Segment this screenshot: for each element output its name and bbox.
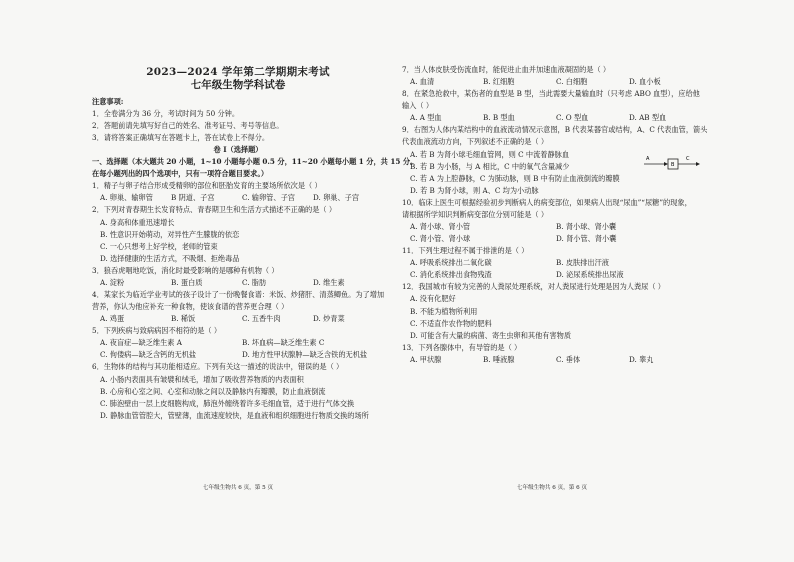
- answer-option: C. 若 A 为上腔静脉，C 为肺动脉，则 B 中有防止血液倒流的瓣膜: [410, 173, 620, 183]
- question-stem: 3．狼吞虎咽地吃饭，消化时最受影响的是哪种有机物（ ）: [92, 265, 279, 275]
- options-row: [402, 259, 702, 267]
- options-row: [92, 339, 384, 347]
- answer-option: D. AB 型血: [629, 113, 667, 123]
- answer-option: C. 佝偻病—缺乏含钙的无机盐: [100, 350, 197, 360]
- question: [92, 182, 384, 203]
- question-stem: 8．在紧急抢救中，某伤者的血型是 B 型，当此需要大量输血时（只考虑 ABO 血型），应给他: [402, 89, 700, 99]
- answer-option: B. 不能为植物所利用: [410, 306, 478, 316]
- question-stem: 代表血液流动方向，下列叙述不正确的是（ ）: [402, 137, 549, 147]
- options-row: [402, 235, 702, 243]
- answer-option: B. 若 B 为小肠，与 A 相比，C 中的氧气含量减少: [410, 161, 570, 171]
- options-row: [92, 279, 384, 287]
- answer-option: D. 地方性甲状腺肿—缺乏含铁的无机盐: [242, 350, 368, 360]
- notice-heading: 注意事项:: [92, 96, 124, 106]
- answer-option: C. 消化系统排出食物残渣: [410, 270, 492, 280]
- question: [402, 66, 702, 87]
- notice-item: 2．答题前请先填写好自己的姓名、准考证号、考号等信息。: [92, 120, 284, 130]
- answer-option: D. 维生素: [313, 277, 345, 287]
- answer-option: D. 若 B 为肾小球，则 A、C 均为小动脉: [410, 185, 539, 195]
- question-stem: 7．当人体皮肤受伤流血时，能促进止血并加速血液凝固的是（ ）: [402, 65, 611, 74]
- answer-option: C. 不适直作农作物的肥料: [410, 318, 492, 328]
- answer-option: D. 泌尿系统排出尿液: [556, 270, 624, 280]
- options-row: [402, 223, 702, 231]
- answer-option: A. 肾小球、肾小管: [410, 222, 471, 232]
- answer-option: A. 小肠内表面具有皱襞和绒毛，增加了吸收营养物质的内表面积: [100, 374, 304, 384]
- left-questions: [92, 182, 384, 420]
- options-row: [92, 351, 384, 359]
- page-footer: 七年级生物共 6 页，第 6 页: [516, 485, 588, 492]
- answer-option: C. 脂肪: [242, 277, 267, 287]
- answer-option: C. O 型血: [556, 113, 589, 123]
- answer-option: A. 鸡蛋: [100, 314, 125, 324]
- question-stem: 4．某家长为临近学业考试的孩子设计了一份晚餐食谱：米饭、炒猪肝、清蒸鲫鱼。为了增加: [92, 290, 385, 299]
- answer-option: C. 肾小管、肾小球: [410, 234, 471, 244]
- answer-option: C. 白细胞: [556, 77, 588, 87]
- answer-option: D. 选择健康的生活方式，不吸烟、拒绝毒品: [100, 253, 240, 263]
- answer-option: D. 卵巢、子宫: [313, 193, 360, 203]
- options-row: [402, 356, 702, 364]
- question: [402, 199, 702, 244]
- question-stem: 13．下列各腺体中，有导管的是（ ）: [402, 342, 522, 352]
- answer-option: C. 垂体: [556, 354, 581, 364]
- answer-option: A. 夜盲症—缺乏维生素 A: [100, 338, 182, 348]
- label-b: B: [671, 162, 675, 169]
- top-spacer: [402, 8, 702, 66]
- answer-option: A. A 型血: [410, 113, 442, 123]
- answer-option: C. 一心只想考上好学校，老师的管束: [100, 241, 218, 251]
- answer-option: D. 睾丸: [629, 354, 654, 364]
- answer-option: A. 身高和体重迅速增长: [100, 217, 175, 227]
- page-footer: 七年级生物共 6 页，第 5 页: [202, 485, 274, 492]
- question-stem: 11．下列生理过程不属于排泄的是（ ）: [402, 246, 529, 256]
- question-stem: 5．下列疾病与致病病因不相符的是（ ）: [92, 326, 222, 336]
- label-c: C: [686, 156, 690, 163]
- answer-option: A. 卵巢、输卵管: [100, 193, 153, 203]
- answer-option: A. 血清: [410, 77, 435, 87]
- answer-option: A. 淀粉: [100, 277, 125, 287]
- answer-option: B 阴道、子宫: [171, 193, 215, 203]
- arrow-c-icon: [696, 162, 700, 166]
- answer-option: D. 静脉血管管腔大，管壁薄，血流速度较快，是血液和组织细胞进行物质交换的场所: [100, 410, 369, 420]
- options-row: [402, 114, 702, 122]
- answer-option: D. 血小板: [629, 77, 661, 87]
- answer-option: A. 甲状腺: [410, 354, 442, 364]
- question: [92, 267, 384, 288]
- question: [402, 90, 702, 123]
- question: [402, 283, 702, 340]
- answer-option: A. 没有化肥好: [410, 294, 456, 304]
- answer-option: C. 五香牛肉: [242, 314, 281, 324]
- question: [402, 125, 708, 195]
- question-stem: 营养，你认为他应补充一种食物，使该食谱的营养更合理（ ）: [92, 302, 289, 312]
- answer-option: B. 皮肤排出汗液: [556, 258, 609, 268]
- question: [402, 344, 702, 365]
- question-stem: 请根据所学知识判断病变部位分别可能是（ ）: [402, 209, 549, 219]
- answer-option: B. B 型血: [483, 113, 515, 123]
- question: [92, 327, 384, 360]
- notice-item: 1．全卷满分为 36 分，考试时间为 50 分钟。: [92, 108, 240, 118]
- question: [92, 291, 384, 324]
- question: [92, 206, 384, 263]
- question-stem: 12．我国城市有较为完善的人粪尿处理系统，对人粪尿进行处理是因为人粪尿（ ）: [402, 282, 665, 292]
- answer-option: D. 肾小管、肾小囊: [556, 234, 617, 244]
- answer-option: C. 输卵管、子宫: [242, 193, 295, 203]
- right-questions: [402, 65, 708, 364]
- question-stem: 6．生物体的结构与其功能相适应。下列有关这一描述的说法中，错误的是（ ）: [92, 362, 344, 372]
- question-stem: 1．精子与卵子结合形成受精卵的部位和胚胎发育的主要场所依次是（ ）: [92, 181, 322, 191]
- answer-option: B. 性意识开始萌动，对异性产生朦胧的依恋: [100, 229, 240, 239]
- question-stem: 10．临床上医生可根据经验初步判断病人的病变部位，如果病人出现“尿血”“尿糖”的现象，: [402, 197, 692, 207]
- section-heading: 卷 I（选择题）: [213, 145, 263, 155]
- answer-option: B. 肾小球、肾小囊: [556, 222, 617, 232]
- section-intro: 在每小题列出的四个选项中，只有一项符合题目要求。）: [92, 169, 269, 179]
- options-row: [402, 271, 702, 279]
- answer-option: A. 呼吸系统排出二氧化碳: [410, 258, 492, 268]
- answer-option: A. 若 B 为肾小球毛细血管网，则 C 中流着静脉血: [410, 149, 570, 159]
- answer-option: B. 唾液腺: [483, 354, 515, 364]
- section-intro: 一、选择题（本大题共 20 小题，1~10 小题每小题 0.5 分，11~20 小题每小题 1 分，共 15 分。: [92, 157, 418, 167]
- answer-option: D. 炒青菜: [313, 314, 345, 324]
- question-stem: 输入（ ）: [402, 101, 434, 111]
- answer-option: C. 肺泡壁由一层上皮细胞构成，肺泡外缠绕着许多毛细血管，适于进行气体交换: [100, 398, 355, 408]
- right-page: [402, 8, 708, 554]
- answer-option: B. 坏血病—缺乏维生素 C: [242, 338, 325, 348]
- notice-item: 3．请将答案正确填写在答题卡上，答在试卷上不得分。: [92, 132, 270, 142]
- options-row: [92, 315, 384, 323]
- exam-title: 2023—2024 学年第二学期期末考试: [146, 66, 330, 78]
- answer-option: B. 红细胞: [483, 77, 515, 87]
- options-row: [402, 78, 702, 86]
- question: [92, 363, 384, 420]
- exam-subtitle: 七年级生物学科试卷: [190, 79, 286, 92]
- answer-option: B. 稀饭: [171, 314, 196, 324]
- options-row: [92, 194, 384, 202]
- blood-flow-diagram: [642, 152, 702, 172]
- arrow-a-icon: [664, 162, 668, 166]
- answer-option: B. 蛋白质: [171, 277, 203, 287]
- label-a: A: [646, 156, 650, 163]
- answer-option: D. 可能含有大量的病菌、寄生虫卵和其他有害物质: [410, 330, 572, 340]
- question-stem: 9．右图为人体内某结构中的血液流动情况示意图，B 代表某器官或结构，A、C 代表血管，箭头: [402, 125, 708, 135]
- question-stem: 2．下列对青春期生长发育特点、青春期卫生和生活方式描述不正确的是（ ）: [92, 205, 337, 215]
- answer-option: B. 心房和心室之间、心室和动脉之间以及静脉内有瓣膜，防止血液倒流: [100, 386, 326, 396]
- question: [402, 247, 702, 280]
